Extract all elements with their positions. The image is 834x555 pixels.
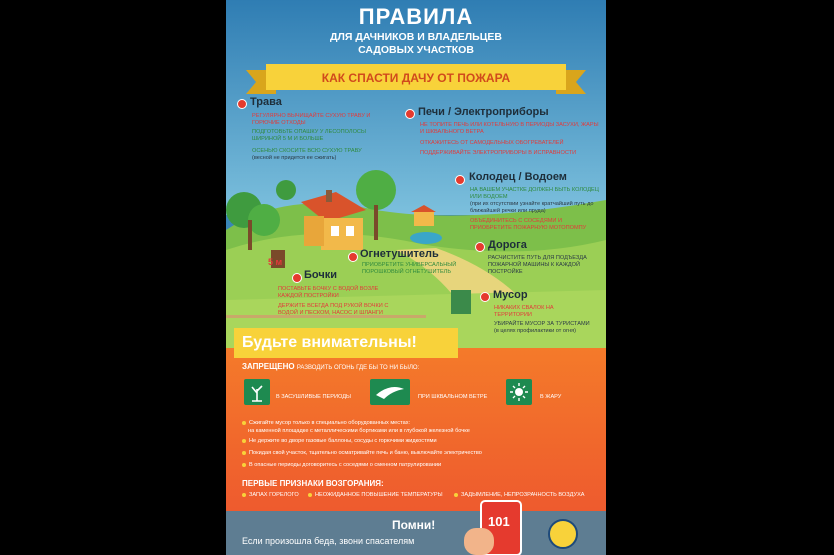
dry-tree-icon [244, 379, 270, 405]
rule-1: Сжигайте мусор только в специально оборудованных местах: [242, 420, 410, 427]
trava-rule-3: ОСЕНЬЮ СКОСИТЕ ВСЮ СУХУЮ ТРАВУ [252, 148, 362, 154]
musor-rule-2: УБИРАЙТЕ МУСОР ЗА ТУРИСТАМИ [494, 321, 590, 327]
trava-rule-1: РЕГУЛЯРНО ВЫЧИЩАЙТЕ СУХУЮ ТРАВУ И ГОРЮЧИЕ ОТХОДЫ [252, 113, 371, 126]
sign-3: ЗАДЫМЛЕНИЕ, НЕПРОЗРАЧНОСТЬ ВОЗДУХА [454, 492, 585, 498]
sign-1: ЗАПАХ ГОРЕЛОГО [242, 492, 299, 498]
signs-title: ПЕРВЫЕ ПРИЗНАКИ ВОЗГОРАНИЯ: [242, 479, 384, 488]
case-wind: ПРИ ШКВАЛЬНОМ ВЕТРЕ [418, 394, 488, 400]
case-dry: В ЗАСУШЛИВЫЕ ПЕРИОДЫ [276, 394, 351, 400]
footer-remember: Помни! [392, 518, 436, 532]
rule-2: Не держите во дворе газовые баллоны, сосуды с горючими жидкостями [242, 438, 437, 445]
doroga-rule-1: РАСЧИСТИТЕ ПУТЬ ДЛЯ ПОДЪЕЗДА ПОЖАРНОЙ МАШИНЫ К КАЖДОЙ ПОСТРОЙКЕ [488, 255, 587, 275]
phone-number: 101 [488, 514, 510, 529]
rule-1b: на каменной площадке с металлическими бортиками или в глубокой железной бочке [248, 428, 470, 434]
subtitle-line-2: САДОВЫХ УЧАСТКОВ [358, 44, 474, 56]
emergency-emblem-icon [548, 519, 578, 549]
forbidden-rest: РАЗВОДИТЬ ОГОНЬ ГДЕ БЫ ТО НИ БЫЛО: [296, 365, 420, 371]
forbidden-bold: ЗАПРЕЩЕНО [242, 362, 295, 371]
page-title: ПРАВИЛА [358, 4, 474, 29]
section-musor-title: Мусор [493, 289, 528, 301]
ognetushitel-rule-1: ПРИОБРЕТИТЕ УНИВЕРСАЛЬНЫЙ ПОРОШКОВЫЙ ОГНЕТУШИТЕЛЬ [362, 262, 457, 275]
bochki-rule-2: ДЕРЖИТЕ ВСЕГДА ПОД РУКОЙ ВОЧКИ С ВОДОЙ И ПЕСКОМ, НАСОС И ШЛАНГИ [278, 303, 389, 316]
trava-rule-3-note: (весной не придется ее сжигать) [252, 155, 337, 161]
poster [226, 0, 606, 555]
trava-rule-2: ПОДГОТОВЬТЕ ОПАШКУ У ЛЕСОПОЛОСЫ ШИРИНОЙ 5 М И БОЛЬШЕ [252, 129, 366, 142]
attention-title: Будьте внимательны! [242, 334, 417, 351]
footer-call: Если произошла беда, звони спасателям [242, 536, 415, 546]
kolodec-rule-1: НА ВАШЕМ УЧАСТКЕ ДОЛЖЕН БЫТЬ КОЛОДЕЦ ИЛИ ВОДОЕМ [470, 187, 599, 200]
section-trava-title: Трава [250, 96, 282, 108]
section-bochki-title: Бочки [304, 269, 338, 281]
distance-label: 5 м [268, 257, 283, 267]
kolodec-rule-1-note: (при их отсутствии узнайте кратчайший путь до ближайшей речки или пруда) [470, 201, 594, 214]
section-pechi-title: Печи / Электроприборы [418, 106, 549, 118]
pechi-rule-1: НЕ ТОПИТЕ ПЕЧЬ ИЛИ КОТЕЛЬНУЮ В ПЕРИОДЫ ЗАСУХИ, ЖАРЫ И ШКВАЛЬНОГО ВЕТРА [420, 122, 599, 135]
pechi-rule-2: ОТКАЖИТЕСЬ ОТ САМОДЕЛЬНЫХ ОБОГРЕВАТЕЛЕЙ [420, 140, 564, 146]
rule-4: В опасные периоды договоритесь с соседями о сменном патрулировании [242, 462, 441, 469]
musor-rule-1: НИКАКИХ СВАЛОК НА ТЕРРИТОРИИ [494, 305, 554, 318]
case-heat: В ЖАРУ [540, 394, 562, 400]
bochki-rule-1: ПОСТАВЬТЕ БОЧКУ С ВОДОЙ ВОЗЛЕ КАЖДОЙ ПОСТРОЙКИ [278, 286, 379, 299]
pechi-rule-3: ПОДДЕРЖИВАЙТЕ ЭЛЕКТРОПРИБОРЫ В ИСПРАВНОСТИ [420, 150, 577, 156]
wind-icon [370, 379, 410, 405]
kolodec-rule-2: ОБЪЕДИНИТЕСЬ С СОСЕДЯМИ И ПРИОБРЕТИТЕ ПОЖАРНУЮ МОТОПОМПУ [470, 218, 587, 231]
section-ognetushitel-title: Огнетушитель [360, 248, 439, 260]
sun-icon [506, 379, 532, 405]
subtitle-line-1: ДЛЯ ДАЧНИКОВ И ВЛАДЕЛЬЦЕВ [330, 31, 502, 43]
banner-title: КАК СПАСТИ ДАЧУ ОТ ПОЖАРА [321, 71, 511, 85]
rule-3: Покидая свой участок, тщательно осматривайте печь и баню, выключайте электричество [242, 450, 482, 457]
musor-rule-2-note: (в целях профилактики от огня) [494, 328, 577, 334]
forbidden-line [242, 362, 419, 371]
section-doroga-title: Дорога [488, 239, 527, 251]
section-kolodec-title: Колодец / Водоем [469, 171, 567, 183]
sign-2: НЕОЖИДАННОЕ ПОВЫШЕНИЕ ТЕМПЕРАТУРЫ [308, 492, 443, 498]
